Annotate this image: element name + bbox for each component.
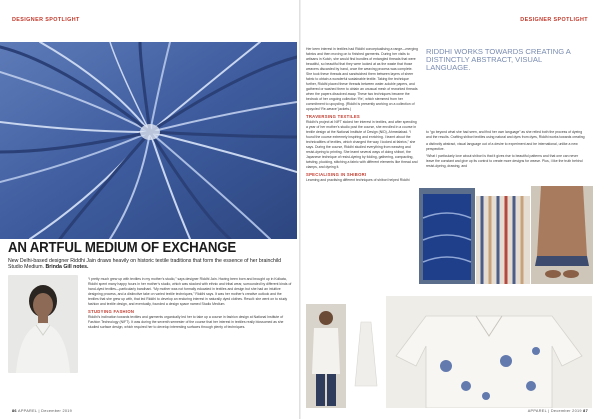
pull-quote: RIDDHI WORKS TOWARDS CREATING A DISTINCTLY ABSTRACT, VISUAL LANGUAGE.: [426, 47, 571, 73]
folio-left: [12, 409, 72, 413]
indigo-shibori-fabric-photo: [0, 42, 297, 239]
standfirst-text: New Delhi-based designer Riddhi Jain draws heavily on historic textile traditions that form the essence of her brainchild Studio Medium.: [8, 258, 282, 271]
paragraph: Her keen interest in textiles had Riddhi conceptualising a range—merging fabrics and then moving on to finished garments. During her visits to artisans in Kutch, she would find bundles of entangled threads that were beautiful, so beautiful that they were looked at as the waste that those weavers discarded by hand, once the weaving process was complete. She took these threads and sandwiched them between layers of sheer fabric to obtain a wonderful sustainable textile. Taking the technique further, Riddhi placed these threads between water-soluble papers, and gathered or washed them to obtain an unusual mesh of reworked threads when the papers dissolved away. These two techniques became the bedrock of her ongoing collection ‘Re’, which stemmed from her commitment to upcycling. (Riddhi is presently working on a collection of upcycled ‘Re-weave’ jackets.): [306, 47, 418, 111]
folio-left-text: APPAREL | December 2019: [17, 409, 73, 413]
barefoot-model-photo: [531, 186, 593, 284]
article-headline: AN ARTFUL MEDIUM OF EXCHANGE: [8, 240, 237, 256]
left-body-column: [88, 277, 292, 332]
paragraph: “What I particularly love about shibori is that it gives rise to beautiful patterns and that one can never leave the constant and give up its control to create more designs for weave. Plus, I like the truth behind resist-dyeing, drawing, and: [426, 154, 583, 168]
folio-right-text: APPAREL | December 2019: [527, 409, 582, 413]
paragraph: Learning and practising different techniques of shibori helped Riddhi: [306, 178, 410, 182]
paragraph: a distinctly abstract, visual language out of a desire to experiment and be international, unlike a new perspective.: [426, 142, 578, 151]
patterned-shirt-photo: [386, 296, 592, 408]
striped-garment-photo: [476, 196, 530, 284]
section-tag-right: DESIGNER SPOTLIGHT: [520, 17, 588, 23]
folio-right: [528, 409, 588, 413]
page-gutter: [299, 0, 301, 419]
right-body-column-b: [426, 130, 586, 171]
paragraph: Riddhi’s inclination towards textiles and garments organically led her to take up a course in fashion design at National Institute of Fashion Technology (NIFT). It was during the seventh semester of the course that her interest in textiles really blossomed as she studied surface design, which required her to develop interesting surfaces through plenty of techniques.: [88, 315, 284, 329]
paragraph: Riddhi’s project at NIFT stoked her interest in textiles, and after spending a year of her mother’s studio post the course, she enrolled in a course in textile design at the National Institute of Design (NID), Ahmedabad. “I found the course extremely inspiring and enriching. I learnt about the technicalities of textiles, which changed the way I looked at fabrics,” she says. During the course, Riddhi studied everything from weaving and resist-dyeing to printing. She learnt several ways of doing shibori, the Japanese technique of resist-dyeing by folding, gathering, compacting, twisting, plucking, stitching a fabric with different elements like thread and clamps, and dyeing it.: [306, 120, 418, 169]
byline: Brinda Gill notes.: [45, 264, 89, 271]
subhead-traversing-textiles: TRAVERSING TEXTILES: [306, 114, 361, 119]
page-number-left: 86: [12, 409, 17, 413]
section-tag-left: DESIGNER SPOTLIGHT: [12, 17, 80, 23]
right-body-column: [306, 47, 418, 185]
model-in-white-shirt-photo: [306, 304, 346, 408]
page-number-right: 87: [583, 409, 588, 413]
article-standfirst: [8, 258, 290, 271]
subhead-studying-fashion: STUDYING FASHION: [88, 309, 135, 314]
paragraph: to “go beyond what she had seen, and find her own language” as she relied both the process of dyeing and the results. Crafting shibori textiles using natural and dyes from dyes, Riddhi works towards creating: [426, 130, 585, 139]
paragraph: “I pretty much grew up with textiles in my mother’s studio,” says designer Riddhi Jain. Having been born and brought up in Kolkata, Riddhi spent many happy hours in her mother’s studio, which was stocked with ethnic and tribal wear, surrounded by different kinds of hand-dyed textiles—particularly bandhani. “My mother was not formally educated in textiles and design but she had an intuitive designing process, and a distinctive take on varied textile techniques,” Riddhi says. It was her mother’s creative outlook and the textiles that she grew up with, that led Riddhi to develop an enduring interest in naturally dyed clothes. Result: she went on to study fashion and textile design, and eventually, founded a design space named Studio Medium.: [88, 277, 292, 306]
blue-garment-photo: [419, 188, 475, 284]
subhead-specialising-in-shibori: SPECIALISING IN SHIBORI: [306, 172, 367, 177]
designer-portrait-photo: [8, 275, 78, 373]
white-dress-photo: [351, 318, 381, 390]
